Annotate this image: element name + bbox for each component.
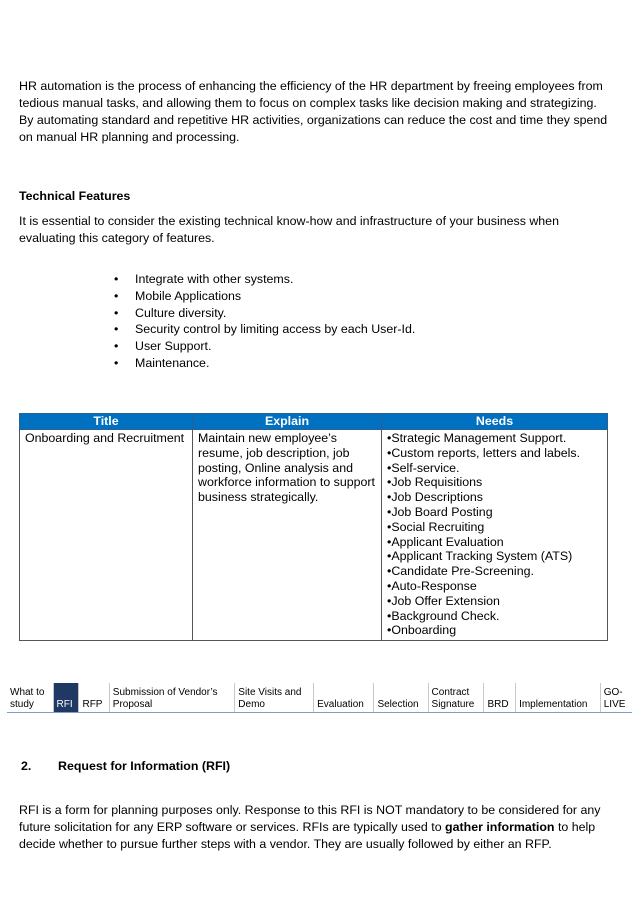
list-item: • Culture diversity. [114,305,227,320]
rfi-paragraph: RFI is a form for planning purposes only. Response to this RFI is NOT mandatory to be considered for any future solicitation for any ERP software or services. RFIs are typically used to gather information to help decide whether to pursue further steps with a vendor. They are usually followed by either an RFP. [19,803,601,851]
timeline-step-evaluation: Evaluation [314,683,374,713]
intro-paragraph: HR automation is the process of enhancing the efficiency of the HR department by freeing employees from tedious manual tasks, and allowing them to focus on complex tasks like decision making and strategizing. By automating standard and repetitive HR activities, organizations can reduce the cost and time they spend on manual HR planning and processing. [19,79,608,144]
needs-table [19,413,608,641]
bullet-icon: • [114,339,119,354]
needs-item: •Applicant Tracking System (ATS) [387,549,573,564]
needs-item: •Candidate Pre-Screening. [387,564,534,579]
table-header-row [20,414,608,430]
list-item: • User Support. [114,339,212,354]
bullet-icon: • [114,322,119,337]
header-title: Title [20,414,193,430]
timeline-step-site-visits: Site Visits and Demo [235,683,314,713]
needs-item: •Background Check. [387,608,500,623]
needs-item: •Onboarding [387,623,457,638]
needs-item: •Job Offer Extension [387,593,500,608]
timeline-step-contract: Contract Signature [428,683,484,713]
bullet-icon: • [114,288,119,303]
list-item: • Security control by limiting access by each User-Id. [114,322,416,337]
section-title: Request for Information (RFI) [58,759,231,773]
needs-item: •Job Requisitions [387,475,483,490]
cell-explain: Maintain new employee’s resume, job description, job posting, Online analysis and workforce information to support business strategically. [193,430,382,641]
technical-features-description: It is essential to consider the existing technical know-how and infrastructure of your business when evaluating this category of features. [19,214,559,245]
timeline-step-brd: BRD [484,683,516,713]
timeline-step-vendor-proposal: Submission of Vendor’s Proposal [109,683,234,713]
timeline-step-rfi: RFI [53,683,79,713]
rfi-emphasis: gather information [445,820,555,834]
rfi-heading [21,759,230,773]
needs-item: •Custom reports, letters and labels. [387,445,581,460]
timeline-step-go-live: GO- LIVE [600,683,632,713]
process-timeline [7,683,632,713]
needs-item: •Social Recruiting [387,519,485,534]
timeline-step-what-to-study: What to study [7,683,53,713]
list-item: • Integrate with other systems. [114,272,294,286]
header-needs: Needs [382,414,608,430]
timeline-row [7,683,632,713]
table-row [20,430,608,641]
features-list [112,271,415,372]
needs-item: •Applicant Evaluation [387,534,504,549]
needs-item: •Job Descriptions [387,490,483,505]
list-item: • Maintenance. [114,355,210,370]
cell-needs [382,430,608,641]
timeline-step-implementation: Implementation [516,683,601,713]
section-number: 2. [21,759,32,773]
needs-item: •Auto-Response [387,578,477,593]
technical-features-heading: Technical Features [19,189,131,203]
bullet-icon: • [114,272,119,286]
timeline-step-rfp: RFP [79,683,109,713]
bullet-icon: • [114,355,119,370]
needs-item: •Strategic Management Support. [387,431,567,445]
needs-item: •Self-service. [387,460,460,475]
timeline-step-selection: Selection [374,683,428,713]
header-explain: Explain [193,414,382,430]
cell-title: Onboarding and Recruitment [20,430,193,641]
needs-item: •Job Board Posting [387,504,493,519]
bullet-icon: • [114,305,119,320]
list-item: • Mobile Applications [114,288,242,303]
